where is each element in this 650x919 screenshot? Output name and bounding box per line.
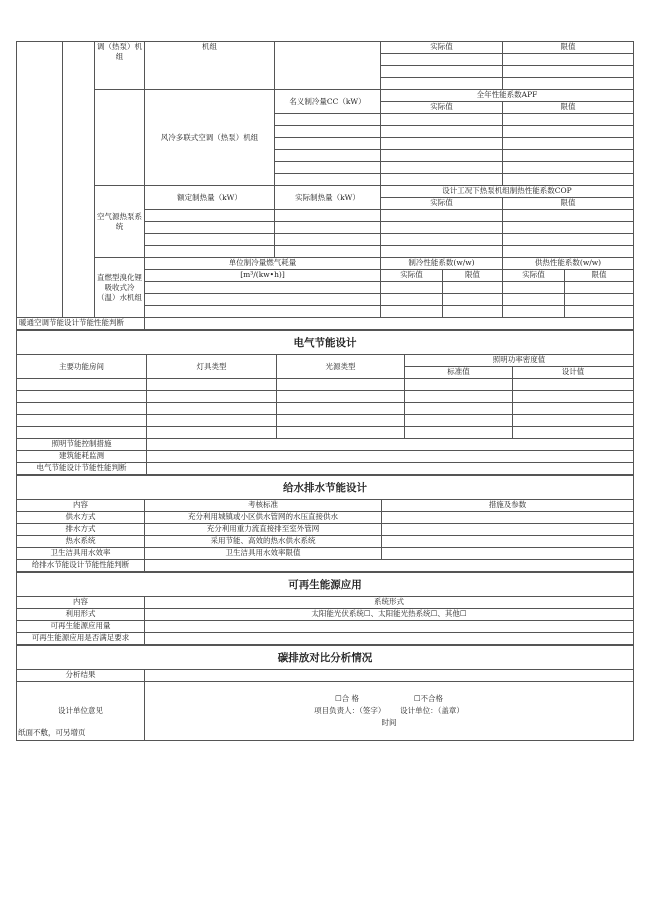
hvac-unit-group: 调（热泵）机组 — [95, 42, 145, 90]
input-cell[interactable] — [382, 548, 634, 560]
input-cell[interactable] — [275, 126, 381, 138]
input-cell[interactable] — [503, 114, 634, 126]
input-cell[interactable] — [405, 403, 513, 415]
hvac-table — [16, 41, 634, 330]
input-cell[interactable] — [513, 427, 634, 439]
carbon-opinion-box — [145, 682, 634, 741]
input-cell[interactable] — [503, 66, 634, 78]
input-cell[interactable] — [382, 536, 634, 548]
carbon-result: 分析结果 — [17, 670, 145, 682]
water-measures: 措施及参数 — [382, 500, 634, 512]
input-cell[interactable] — [381, 150, 503, 162]
input-cell[interactable] — [147, 439, 634, 451]
ashp-actual: 实际值 — [381, 198, 503, 210]
fail-checkbox[interactable]: ☐不合格 — [413, 694, 444, 703]
water-std: 充分利用城镇或小区供水管网的水压直接供水 — [145, 512, 382, 524]
vrf-limit: 限值 — [503, 102, 634, 114]
input-cell[interactable] — [275, 150, 381, 162]
carbon-opinion: 设计单位意见 — [17, 682, 145, 741]
input-cell[interactable] — [565, 294, 634, 306]
absorption-cool-limit: 限值 — [443, 270, 503, 282]
input-cell[interactable] — [277, 415, 405, 427]
input-cell[interactable] — [503, 138, 634, 150]
input-cell[interactable] — [381, 294, 443, 306]
design-unit: 设计单位：（盖章） — [400, 706, 464, 715]
input-cell[interactable] — [275, 162, 381, 174]
ashp-label: 空气源热泵系统 — [95, 186, 145, 258]
project-leader: 项目负责人：（签字） — [314, 706, 386, 715]
carbon-title: 碳排放对比分析情况 — [17, 646, 634, 670]
input-cell[interactable] — [147, 427, 277, 439]
renewable-table — [16, 572, 634, 645]
input-cell[interactable] — [381, 222, 503, 234]
electric-source: 光源类型 — [277, 355, 405, 379]
input-cell[interactable] — [503, 306, 565, 318]
input-cell[interactable] — [503, 162, 634, 174]
input-cell[interactable] — [405, 415, 513, 427]
hvac-blank-cell — [275, 42, 381, 90]
input-cell[interactable] — [145, 234, 275, 246]
input-cell[interactable] — [405, 427, 513, 439]
input-cell[interactable] — [17, 391, 147, 403]
water-item: 卫生洁具用水效率 — [17, 548, 145, 560]
input-cell[interactable] — [513, 391, 634, 403]
ashp-limit: 限值 — [503, 198, 634, 210]
input-cell[interactable] — [381, 78, 503, 90]
input-cell[interactable] — [275, 222, 381, 234]
input-cell[interactable] — [381, 306, 443, 318]
input-cell[interactable] — [145, 621, 634, 633]
absorption-heat: 供热性能系数(w/w) — [503, 258, 634, 270]
input-cell[interactable] — [145, 306, 381, 318]
input-cell[interactable] — [147, 415, 277, 427]
renewable-use: 利用形式 — [17, 609, 145, 621]
input-cell[interactable] — [513, 415, 634, 427]
input-cell[interactable] — [565, 282, 634, 294]
input-cell[interactable] — [17, 379, 147, 391]
input-cell[interactable] — [503, 210, 634, 222]
vrf-cc: 名义制冷量CC（kW） — [275, 90, 381, 114]
pass-checkbox[interactable]: ☐合 格 — [334, 694, 360, 703]
ashp-rated: 额定制热量（kW） — [145, 186, 275, 210]
input-cell[interactable] — [513, 403, 634, 415]
hvac-judge-label: 暖通空调节能设计节能性能判断 — [17, 318, 145, 330]
hvac-unit-col: 机组 — [145, 42, 275, 90]
input-cell[interactable] — [145, 246, 275, 258]
electric-design: 设计值 — [513, 367, 634, 379]
ashp-actual-heat: 实际制热量（kW） — [275, 186, 381, 210]
input-cell[interactable] — [443, 306, 503, 318]
input-cell[interactable] — [503, 54, 634, 66]
absorption-cool: 制冷性能系数(w/w) — [381, 258, 503, 270]
hvac-blank-col-1 — [17, 42, 63, 318]
water-item: 排水方式 — [17, 524, 145, 536]
electric-lamp: 灯具类型 — [147, 355, 277, 379]
electric-table — [16, 330, 634, 475]
input-cell[interactable] — [503, 246, 634, 258]
vrf-label: 风冷多联式空调（热泵）机组 — [145, 90, 275, 186]
input-cell[interactable] — [275, 174, 381, 186]
electric-room: 主要功能房间 — [17, 355, 147, 379]
electric-standard: 标准值 — [405, 367, 513, 379]
vrf-apf: 全年性能系数APF — [381, 90, 634, 102]
time-label: 时间 — [381, 718, 397, 727]
input-cell[interactable] — [381, 246, 503, 258]
form-document — [16, 41, 633, 741]
input-cell[interactable] — [145, 633, 634, 645]
input-cell[interactable] — [381, 162, 503, 174]
electric-judge: 电气节能设计节能性能判断 — [17, 463, 147, 475]
input-cell[interactable] — [503, 222, 634, 234]
renewable-meets: 可再生能源应用是否满足要求 — [17, 633, 145, 645]
electric-control: 照明节能控制措施 — [17, 439, 147, 451]
water-criteria: 考核标准 — [145, 500, 382, 512]
input-cell[interactable] — [145, 282, 381, 294]
input-cell[interactable] — [503, 282, 565, 294]
input-cell[interactable] — [277, 391, 405, 403]
input-cell[interactable] — [277, 403, 405, 415]
absorption-fuel: 单位制冷量燃气耗量 — [145, 258, 381, 270]
input-cell[interactable] — [147, 391, 277, 403]
input-cell[interactable] — [17, 427, 147, 439]
input-cell[interactable] — [145, 560, 634, 572]
absorption-fuel-unit: [m³/(kw•h)] — [145, 270, 381, 282]
renewable-amount: 可再生能源应用量 — [17, 621, 145, 633]
hvac-judge-value[interactable] — [145, 318, 634, 330]
hvac-blank-col-2 — [63, 42, 95, 318]
absorption-cool-actual: 实际值 — [381, 270, 443, 282]
input-cell[interactable] — [382, 512, 634, 524]
input-cell[interactable] — [443, 282, 503, 294]
input-cell[interactable] — [503, 234, 634, 246]
carbon-table — [16, 645, 634, 741]
water-item: 供水方式 — [17, 512, 145, 524]
footnote: 纸面不敷，可另增页 — [18, 728, 86, 737]
input-cell[interactable] — [17, 415, 147, 427]
input-cell[interactable] — [381, 210, 503, 222]
renewable-options[interactable]: 太阳能光伏系统☐、太阳能光热系统☐、其他☐ — [145, 609, 634, 621]
input-cell[interactable] — [275, 138, 381, 150]
renewable-system: 系统形式 — [145, 597, 634, 609]
input-cell[interactable] — [275, 114, 381, 126]
water-judge: 给排水节能设计节能性能判断 — [17, 560, 145, 572]
hvac-vrf-blank — [95, 90, 145, 186]
water-std: 充分利用重力流直接排至室外管网 — [145, 524, 382, 536]
input-cell[interactable] — [513, 379, 634, 391]
input-cell[interactable] — [145, 294, 381, 306]
water-content: 内容 — [17, 500, 145, 512]
ashp-cop: 设计工况下热泵机组制热性能系数COP — [381, 186, 634, 198]
input-cell[interactable] — [381, 126, 503, 138]
input-cell[interactable] — [443, 294, 503, 306]
hvac-actual-header: 实际值 — [381, 42, 503, 54]
vrf-actual: 实际值 — [381, 102, 503, 114]
input-cell[interactable] — [382, 524, 634, 536]
input-cell[interactable] — [381, 174, 503, 186]
input-cell[interactable] — [381, 114, 503, 126]
hvac-limit-header: 限值 — [503, 42, 634, 54]
input-cell[interactable] — [277, 379, 405, 391]
input-cell[interactable] — [145, 670, 634, 682]
input-cell[interactable] — [147, 379, 277, 391]
renewable-title: 可再生能源应用 — [17, 573, 634, 597]
input-cell[interactable] — [147, 463, 634, 475]
input-cell[interactable] — [503, 78, 634, 90]
input-cell[interactable] — [147, 451, 634, 463]
input-cell[interactable] — [275, 234, 381, 246]
input-cell[interactable] — [275, 210, 381, 222]
absorption-heat-actual: 实际值 — [503, 270, 565, 282]
input-cell[interactable] — [405, 391, 513, 403]
input-cell[interactable] — [381, 282, 443, 294]
input-cell[interactable] — [381, 54, 503, 66]
input-cell[interactable] — [503, 150, 634, 162]
input-cell[interactable] — [503, 294, 565, 306]
input-cell[interactable] — [503, 126, 634, 138]
input-cell[interactable] — [381, 234, 503, 246]
input-cell[interactable] — [381, 138, 503, 150]
input-cell[interactable] — [145, 222, 275, 234]
input-cell[interactable] — [405, 379, 513, 391]
water-table — [16, 475, 634, 572]
input-cell[interactable] — [275, 246, 381, 258]
absorption-heat-limit: 限值 — [565, 270, 634, 282]
input-cell[interactable] — [17, 403, 147, 415]
input-cell[interactable] — [145, 210, 275, 222]
input-cell[interactable] — [565, 306, 634, 318]
input-cell[interactable] — [277, 427, 405, 439]
input-cell[interactable] — [147, 403, 277, 415]
water-title: 给水排水节能设计 — [17, 476, 634, 500]
electric-title: 电气节能设计 — [17, 331, 634, 355]
input-cell[interactable] — [503, 174, 634, 186]
electric-lpd: 照明功率密度值 — [405, 355, 634, 367]
water-std: 卫生洁具用水效率限值 — [145, 548, 382, 560]
absorption-label: 直燃型溴化锂吸收式冷（温）水机组 — [95, 258, 145, 318]
water-item: 热水系统 — [17, 536, 145, 548]
input-cell[interactable] — [381, 66, 503, 78]
water-std: 采用节能、高效的热水供水系统 — [145, 536, 382, 548]
renewable-content: 内容 — [17, 597, 145, 609]
electric-monitor: 建筑能耗监测 — [17, 451, 147, 463]
